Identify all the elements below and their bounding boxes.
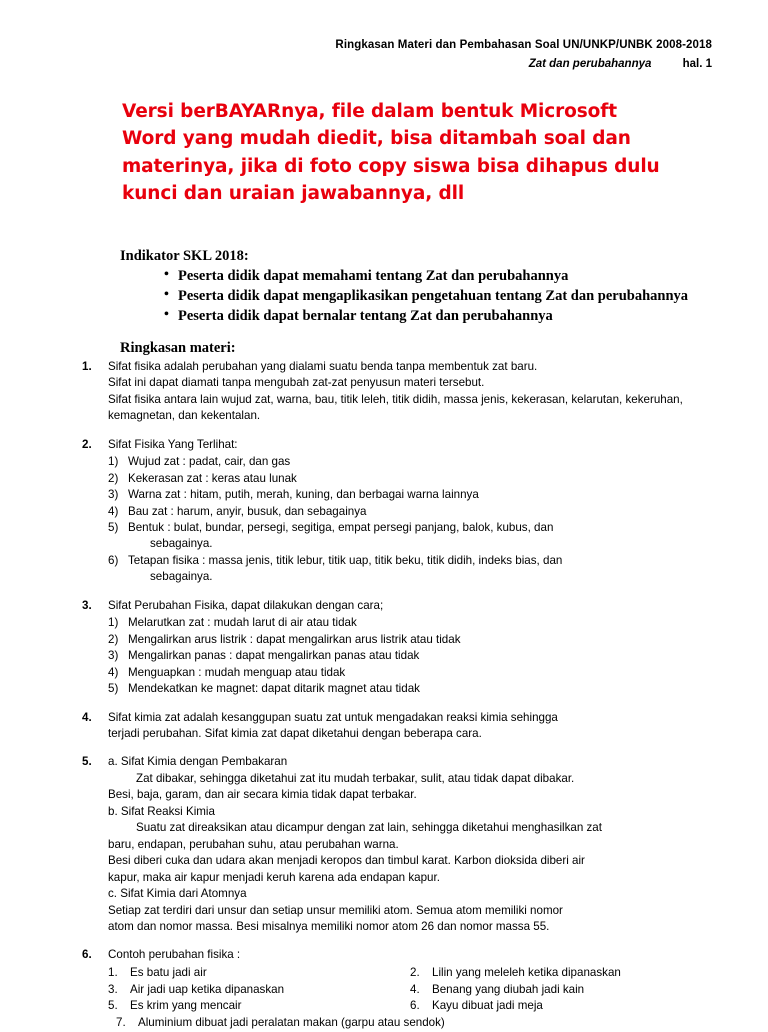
list-item xyxy=(108,487,712,503)
item-number: 1. xyxy=(82,359,92,373)
list-item xyxy=(108,504,712,520)
paragraph: Sifat ini dapat diamati tanpa mengubah zat-zat penyusun materi tersebut. xyxy=(108,376,485,390)
cell-number: 4. xyxy=(410,982,420,996)
list-item: • Peserta didik dapat memahami tentang Zat dan perubahannya xyxy=(164,267,712,286)
paragraph: Sifat kimia zat adalah kesanggupan suatu zat untuk mengadakan reaksi kimia sehingga xyxy=(108,710,558,724)
paragraph: Zat dibakar, sehingga diketahui zat itu mudah terbakar, sulit, atau tidak dapat dibakar. xyxy=(136,771,575,785)
grid-cell xyxy=(108,982,410,999)
paragraph: Setiap zat terdiri dari unsur dan setiap unsur memiliki atom. Semua atom memiliki nomor xyxy=(108,903,563,917)
cell-text: Kayu dibuat jadi meja xyxy=(432,999,543,1013)
list-item xyxy=(82,437,712,586)
promo-line-3: materinya, jika di foto copy siswa bisa dihapus dulu xyxy=(122,155,660,177)
sub-text-cont: sebagainya. xyxy=(150,537,213,551)
grid-cell xyxy=(410,998,712,1015)
item-body xyxy=(108,754,712,935)
item-number: 5. xyxy=(82,755,92,769)
cell-text: Lilin yang meleleh ketika dipanaskan xyxy=(432,965,621,979)
skl-list xyxy=(120,267,712,326)
list-item xyxy=(108,553,712,586)
cell-number: 7. xyxy=(116,1016,126,1030)
sub-text-line: Bentuk : bulat, bundar, persegi, segitiga, empat persegi panjang, balok, kubus, dan xyxy=(128,520,554,534)
sub-number: 1) xyxy=(108,455,119,469)
item-body xyxy=(108,947,712,1032)
grid-cell xyxy=(410,982,712,999)
cell-number: 1. xyxy=(108,965,118,979)
sub-heading: b. Sifat Reaksi Kimia xyxy=(108,804,215,818)
item-heading: Sifat Perubahan Fisika, dapat dilakukan dengan cara; xyxy=(108,598,384,612)
header-subtitle xyxy=(56,57,712,73)
cell-number: 5. xyxy=(108,999,118,1013)
list-item xyxy=(108,648,712,664)
promo-line-1: Versi berBAYARnya, file dalam bentuk Microsoft xyxy=(122,101,617,123)
item-body xyxy=(108,359,712,425)
list-item xyxy=(82,359,712,425)
cell-text: Air jadi uap ketika dipanaskan xyxy=(130,982,285,996)
sub-list xyxy=(108,454,712,586)
sub-number: 3) xyxy=(108,488,119,502)
item-number: 3. xyxy=(82,598,92,612)
document-body xyxy=(56,248,712,1032)
list-item: • Peserta didik dapat mengaplikasikan pengetahuan tentang Zat dan perubahannya xyxy=(164,287,712,306)
sub-text-cont: sebagainya. xyxy=(150,570,213,584)
sub-list xyxy=(108,615,712,697)
list-item xyxy=(82,947,712,1032)
promo-line-4: kunci dan uraian jawabannya, dll xyxy=(122,183,465,205)
page-header xyxy=(56,38,712,72)
item-heading: Contoh perubahan fisika : xyxy=(108,948,241,962)
paragraph: Besi, baja, garam, dan air secara kimia tidak dapat terbakar. xyxy=(108,788,417,802)
paragraph: Sifat fisika antara lain wujud zat, warna, bau, titik leleh, titik didih, massa jenis, kekerasan, kelarutan, kekeruhan, kemagnetan, dan kekentalan. xyxy=(108,392,683,423)
sub-text: Mengalirkan arus listrik : dapat mengalirkan arus listrik atau tidak xyxy=(128,632,461,646)
item-body xyxy=(108,710,712,743)
list-item: • Peserta didik dapat bernalar tentang Zat dan perubahannya xyxy=(164,307,712,326)
cell-text: Aluminium dibuat jadi peralatan makan (garpu atau sendok) xyxy=(138,1016,445,1030)
sub-number: 4) xyxy=(108,665,119,679)
paragraph: baru, endapan, perubahan suhu, atau perubahan warna. xyxy=(108,837,399,851)
sub-number: 6) xyxy=(108,553,119,567)
grid-cell xyxy=(108,998,410,1015)
list-item xyxy=(82,754,712,935)
list-item xyxy=(108,665,712,681)
sub-text: Mendekatkan ke magnet: dapat ditarik magnet atau tidak xyxy=(128,682,420,696)
list-item xyxy=(108,520,712,553)
header-subject: Zat dan perubahannya xyxy=(528,57,652,70)
paragraph: Suatu zat direaksikan atau dicampur dengan zat lain, sehingga diketahui menghasilkan zat xyxy=(136,821,602,835)
cell-text: Benang yang diubah jadi kain xyxy=(432,982,585,996)
paragraph: terjadi perubahan. Sifat kimia zat dapat diketahui dengan beberapa cara. xyxy=(108,726,482,740)
grid-cell xyxy=(410,965,712,982)
cell-text: Es batu jadi air xyxy=(130,965,207,979)
sub-heading: c. Sifat Kimia dari Atomnya xyxy=(108,887,247,901)
promo-line-2: Word yang mudah diedit, bisa ditambah soal dan xyxy=(122,128,631,150)
sub-text: Bau zat : harum, anyir, busuk, dan sebagainya xyxy=(128,504,367,518)
ringkasan-heading: Ringkasan materi: xyxy=(120,339,236,356)
list-item xyxy=(82,598,712,698)
item-heading: Sifat Fisika Yang Terlihat: xyxy=(108,437,238,451)
sub-text xyxy=(128,553,712,586)
sub-number: 2) xyxy=(108,471,119,485)
list-item xyxy=(82,710,712,743)
sub-number: 1) xyxy=(108,616,119,630)
header-title: Ringkasan Materi dan Pembahasan Soal UN/UNKP/UNBK 2008-2018 xyxy=(335,39,712,51)
sub-text: Kekerasan zat : keras atau lunak xyxy=(128,471,297,485)
list-item xyxy=(108,615,712,631)
promo-block xyxy=(122,98,712,208)
sub-text: Wujud zat : padat, cair, dan gas xyxy=(128,455,291,469)
sub-number: 5) xyxy=(108,520,119,534)
sub-text: Mengalirkan panas : dapat mengalirkan panas atau tidak xyxy=(128,649,420,663)
list-item xyxy=(108,681,712,697)
list-item xyxy=(108,632,712,648)
item-number: 2. xyxy=(82,437,92,451)
sub-text: Warna zat : hitam, putih, merah, kuning, dan berbagai warna lainnya xyxy=(128,488,479,502)
item-number: 6. xyxy=(82,948,92,962)
cell-number: 2. xyxy=(410,965,420,979)
sub-text xyxy=(128,520,712,553)
paragraph: kapur, maka air kapur menjadi keruh karena ada endapan kapur. xyxy=(108,870,440,884)
cell-number: 3. xyxy=(108,982,118,996)
cell-number: 6. xyxy=(410,999,420,1013)
examples-grid xyxy=(108,965,712,1032)
skl-heading: Indikator SKL 2018: xyxy=(120,247,249,264)
sub-text-line: Tetapan fisika : massa jenis, titik lebur, titik uap, titik beku, titik didih, indeks bias, dan xyxy=(128,553,563,567)
sub-number: 5) xyxy=(108,682,119,696)
paragraph: atom dan nomor massa. Besi misalnya memiliki nomor atom 26 dan nomor massa 55. xyxy=(108,919,550,933)
item-body xyxy=(108,437,712,586)
list-item xyxy=(108,454,712,470)
sub-number: 2) xyxy=(108,632,119,646)
item-number: 4. xyxy=(82,710,92,724)
paragraph: Sifat fisika adalah perubahan yang dialami suatu benda tanpa membentuk zat baru. xyxy=(108,359,538,373)
ringkasan-list xyxy=(82,359,712,1032)
list-item xyxy=(108,471,712,487)
sub-number: 3) xyxy=(108,649,119,663)
sub-heading: a. Sifat Kimia dengan Pembakaran xyxy=(108,755,288,769)
sub-text: Melarutkan zat : mudah larut di air atau tidak xyxy=(128,616,357,630)
page-number: hal. 1 xyxy=(682,57,712,70)
cell-text: Es krim yang mencair xyxy=(130,999,242,1013)
sub-number: 4) xyxy=(108,504,119,518)
sub-text: Menguapkan : mudah menguap atau tidak xyxy=(128,665,346,679)
paragraph: Besi diberi cuka dan udara akan menjadi keropos dan timbul karat. Karbon dioksida diberi air xyxy=(108,854,585,868)
grid-cell xyxy=(108,965,410,982)
item-body xyxy=(108,598,712,698)
